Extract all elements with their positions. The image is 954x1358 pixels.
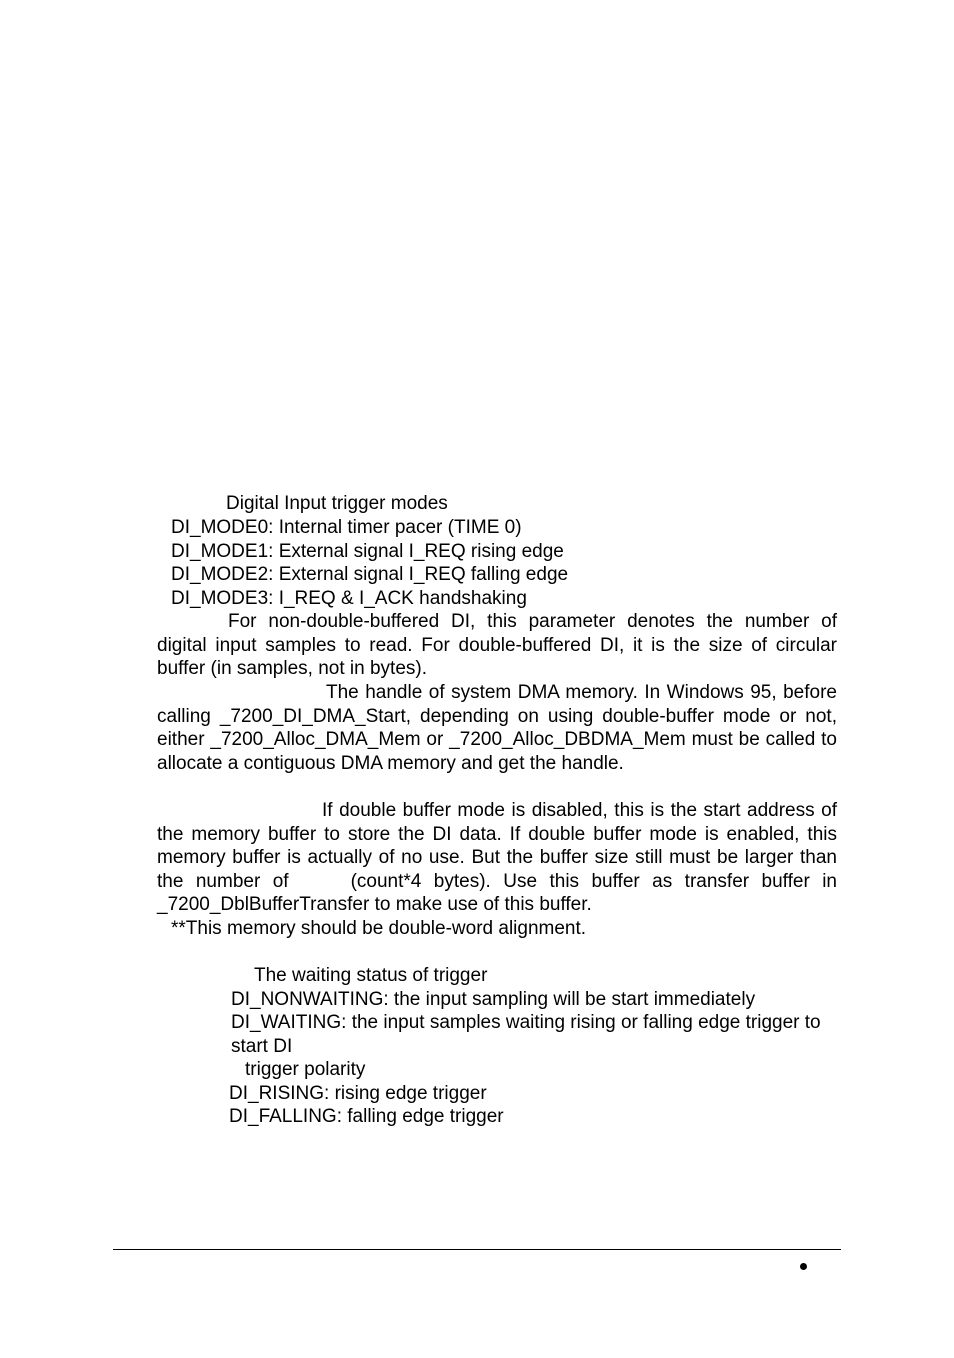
wait-heading: The waiting status of trigger — [254, 965, 488, 986]
buffer-description-part1: If double buffer mode is disabled, this is the start address of the memory buffer to store the DI data. If double buffer mode is enabled, this memory buffer is actually of no use. But the buffer size still must be larger than the number of — [157, 800, 837, 892]
mode-item-3: DI_MODE3: I_REQ & I_ACK handshaking — [171, 588, 527, 609]
footer-bullet-icon — [800, 1263, 807, 1270]
wait-option-nonwaiting: DI_NONWAITING: the input sampling will be start immediately — [231, 989, 756, 1010]
mode-item-2: DI_MODE2: External signal I_REQ falling edge — [171, 564, 569, 585]
buffer-description-part2: (count*4 bytes). Use this buffer as transfer buffer in _7200_DblBufferTransfer to make use of this buffer. — [157, 870, 838, 915]
mode-item-0: DI_MODE0: Internal timer pacer (TIME 0) — [171, 517, 522, 538]
wait-option-waiting: DI_WAITING: the input samples waiting rising or falling edge trigger to start DI — [231, 1012, 821, 1057]
buffer-description — [157, 799, 837, 917]
mode-item-1: DI_MODE1: External signal I_REQ rising edge — [171, 541, 564, 562]
polarity-option-rising: DI_RISING: rising edge trigger — [229, 1083, 487, 1104]
count-description: For non-double-buffered DI, this parameter denotes the number of digital input samples to read. For double-buffered DI, it is the size of circular buffer (in samples, not in bytes). — [157, 611, 837, 679]
footer-rule — [113, 1249, 841, 1250]
handle-description: The handle of system DMA memory. In Windows 95, before calling _7200_DI_DMA_Start, depending on using double-buffer mode or not, either _7200_Alloc_DMA_Mem or _7200_Alloc_DBDMA_Mem must be called to allocate a contiguous DMA memory and get the handle. — [157, 682, 837, 774]
mode-heading: Digital Input trigger modes — [226, 493, 448, 514]
polarity-option-falling: DI_FALLING: falling edge trigger — [229, 1106, 504, 1127]
polarity-heading: trigger polarity — [245, 1059, 366, 1080]
alignment-note: **This memory should be double-word alignment. — [171, 918, 587, 939]
